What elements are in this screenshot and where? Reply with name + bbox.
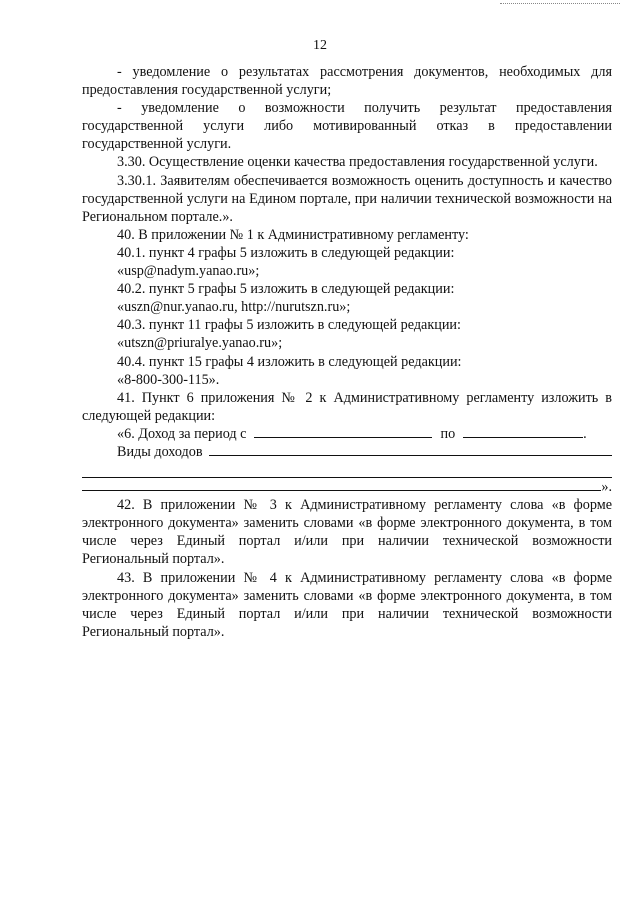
form-period-label: «6. Доход за период с <box>117 425 247 442</box>
blank-period-to <box>463 425 583 438</box>
paragraph-notification-results: - уведомление о результатах рассмотрения документов, необходимых для предоставления государственной услуги; <box>82 64 612 99</box>
paragraph-3-30: 3.30. Осуществление оценки качества предоставления государственной услуги. <box>117 154 598 171</box>
paragraph-40-2-value: «uszn@nur.yanao.ru, http://nurutszn.ru»; <box>117 299 351 316</box>
form-line-income <box>82 443 612 461</box>
form-blank-line <box>82 461 612 478</box>
paragraph-3-30-1: 3.30.1. Заявителям обеспечивается возможность оценить доступность и качество государственной услуги на Едином портале, при наличии технической возможности на Региональном портале.». <box>82 172 612 225</box>
paragraph-42: 42. В приложении № 3 к Административному регламенту слова «в форме электронного документа» заменить словами «в форме электронного документа, в том числе через Единый портал и/или при наличии технической возможности Региональный портал». <box>82 497 612 568</box>
blank-income-types-end <box>82 478 601 491</box>
blank-period-from <box>254 425 432 438</box>
paragraph-40-1-value: «usp@nadym.yanao.ru»; <box>117 263 260 280</box>
paragraph-40: 40. В приложении № 1 к Административному регламенту: <box>117 226 469 243</box>
paragraph-40-1: 40.1. пункт 4 графы 5 изложить в следующей редакции: <box>117 244 455 261</box>
form-period-to-label: по <box>440 425 456 442</box>
paragraph-40-4-value: «8-800-300-115». <box>117 371 220 388</box>
page-number: 12 <box>313 38 327 53</box>
paragraph-notification-possibility: - уведомление о возможности получить результат предоставления государственной услуги либо мотивированный отказ в предоставлении государственной услуги. <box>82 100 612 153</box>
paragraph-43: 43. В приложении № 4 к Административному регламенту слова «в форме электронного документа» заменить словами «в форме электронного документа, в том числе через Единый портал и/или при наличии технической возможности Региональный портал». <box>82 569 612 640</box>
paragraph-40-3-value: «utszn@priuralye.yanao.ru»; <box>117 335 283 352</box>
scan-edge-line <box>500 3 620 4</box>
document-body <box>82 63 612 641</box>
blank-income-types <box>209 443 612 456</box>
form-end-quote: ». <box>601 479 612 496</box>
form-line-period <box>82 425 612 443</box>
form-income-label: Виды доходов <box>117 443 203 460</box>
paragraph-40-3: 40.3. пункт 11 графы 5 изложить в следующей редакции: <box>117 317 461 334</box>
paragraph-40-4: 40.4. пункт 15 графы 4 изложить в следующей редакции: <box>117 353 462 370</box>
form-line-end <box>82 478 612 496</box>
paragraph-41: 41. Пункт 6 приложения № 2 к Административному регламенту изложить в следующей редакции: <box>82 389 612 424</box>
paragraph-40-2: 40.2. пункт 5 графы 5 изложить в следующей редакции: <box>117 281 455 298</box>
form-period-dot: . <box>583 425 587 442</box>
